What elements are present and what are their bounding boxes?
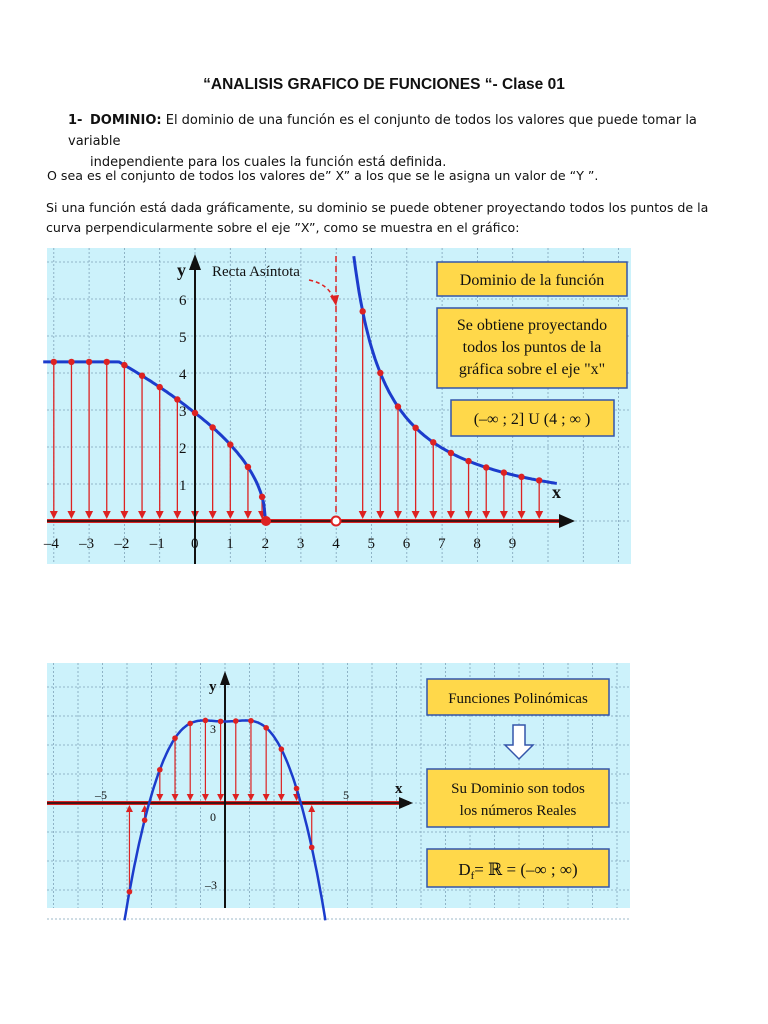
curve-point xyxy=(448,450,454,456)
x-tick-label: 5 xyxy=(367,536,375,552)
y-tick-neg3: –3 xyxy=(205,878,217,892)
curve-point xyxy=(157,384,163,390)
formula-rest: = ℝ = (–∞ ; ∞) xyxy=(474,860,578,879)
curve-point xyxy=(395,403,401,409)
curve-point xyxy=(51,359,57,365)
open-endpoint xyxy=(332,517,341,526)
curve-point xyxy=(142,817,148,823)
curve-point xyxy=(430,439,436,445)
x-tick-label: –2 xyxy=(114,536,130,552)
x-axis-label: x xyxy=(552,482,561,502)
curve-point xyxy=(245,464,251,470)
page-title: “ANALISIS GRAFICO DE FUNCIONES “- Clase 01 xyxy=(203,76,565,93)
curve-point xyxy=(259,494,265,500)
curve-point xyxy=(209,424,215,430)
curve-point xyxy=(377,370,383,376)
x-tick-label: 4 xyxy=(332,536,340,552)
curve-point xyxy=(187,721,193,727)
curve-point xyxy=(139,373,145,379)
x-tick-label: –4 xyxy=(43,536,59,552)
asymptote-label: Recta Asíntota xyxy=(212,264,300,280)
curve-point xyxy=(536,477,542,483)
curve-point xyxy=(68,359,74,365)
y-tick-0: 0 xyxy=(210,810,216,824)
curve-point xyxy=(518,474,524,480)
explanation-line-1: Su Dominio son todos xyxy=(451,781,585,797)
y-tick-label: 1 xyxy=(179,478,187,494)
curve-point xyxy=(248,718,254,724)
closed-endpoint xyxy=(262,517,271,526)
y-tick-3: 3 xyxy=(210,722,216,736)
paragraph-1: O sea es el conjunto de todos los valores de” X” a los que se le asigna un valor de “Y ”. xyxy=(47,168,599,183)
title-box-text: Dominio de la función xyxy=(459,272,605,289)
curve-point xyxy=(218,719,224,725)
curve-point xyxy=(233,718,239,724)
curve-point xyxy=(127,889,133,895)
curve-point xyxy=(279,746,285,752)
paragraph-2: Si una función está dada gráficamente, su dominio se puede obtener proyectando todos los puntos de la curva perpendicularmente sobre el eje ”X”, como se muestra en el gráfico: xyxy=(46,200,709,235)
x-tick-label: 2 xyxy=(261,536,270,552)
polynomial-graph-figure xyxy=(47,663,630,908)
domain-definition xyxy=(68,110,718,173)
domain-graph-figure xyxy=(43,248,631,564)
formula-box-text xyxy=(458,860,577,882)
y-tick-label: 4 xyxy=(179,367,187,383)
explanation-line-2: todos los puntos de la xyxy=(462,339,602,356)
x-tick-label: 3 xyxy=(296,536,305,552)
curve-point xyxy=(501,469,507,475)
item-text-line1: El dominio de una función es el conjunto de todos los valores que puede tomar la variable xyxy=(68,113,697,149)
x-tick-label: 9 xyxy=(508,536,517,552)
x-tick-label: 7 xyxy=(438,536,446,552)
curve-point xyxy=(157,767,163,773)
x-tick-5: 5 xyxy=(343,788,349,802)
curve-point xyxy=(359,308,365,314)
x-tick-label: 1 xyxy=(226,536,234,552)
curve-point xyxy=(121,362,127,368)
x-axis-label: x xyxy=(395,781,403,797)
curve-point xyxy=(263,725,269,731)
x-tick-neg5: –5 xyxy=(95,788,107,802)
x-tick-label: –3 xyxy=(79,536,95,552)
curve-point xyxy=(172,735,178,741)
y-tick-label: 6 xyxy=(179,293,187,309)
curve-point xyxy=(203,718,209,724)
formula-d: D xyxy=(458,860,471,879)
curve-point xyxy=(104,359,110,365)
x-tick-label: 6 xyxy=(402,536,411,552)
y-axis-label: y xyxy=(177,260,186,280)
curve-point xyxy=(227,441,233,447)
y-axis-label: y xyxy=(209,679,217,695)
curve-point xyxy=(192,410,198,416)
explanation-line-3: gráfica sobre el eje "x" xyxy=(458,361,606,378)
item-text-line2: independiente para los cuales la función está definida. xyxy=(90,155,447,170)
item-number: 1- xyxy=(68,113,83,128)
x-tick-label: –1 xyxy=(149,536,165,552)
title-box-text: Funciones Polinómicas xyxy=(448,691,588,707)
x-tick-label: 0 xyxy=(191,536,199,552)
curve-point xyxy=(86,359,92,365)
curve-point xyxy=(465,458,471,464)
y-tick-label: 3 xyxy=(179,404,187,420)
domain-box-text: (–∞ ; 2] U (4 ; ∞ ) xyxy=(473,411,591,428)
curve-point xyxy=(294,786,300,792)
formula-sub: f xyxy=(470,870,475,882)
y-tick-label: 2 xyxy=(179,441,187,457)
x-tick-label: 8 xyxy=(473,536,481,552)
explanation-line-1: Se obtiene proyectando xyxy=(456,317,608,334)
item-term: DOMINIO: xyxy=(90,113,162,128)
curve-point xyxy=(309,845,315,851)
curve-point xyxy=(174,396,180,402)
explanation-line-2: los números Reales xyxy=(459,803,577,819)
y-tick-label: 5 xyxy=(179,330,187,346)
curve-point xyxy=(483,464,489,470)
curve-point xyxy=(412,425,418,431)
